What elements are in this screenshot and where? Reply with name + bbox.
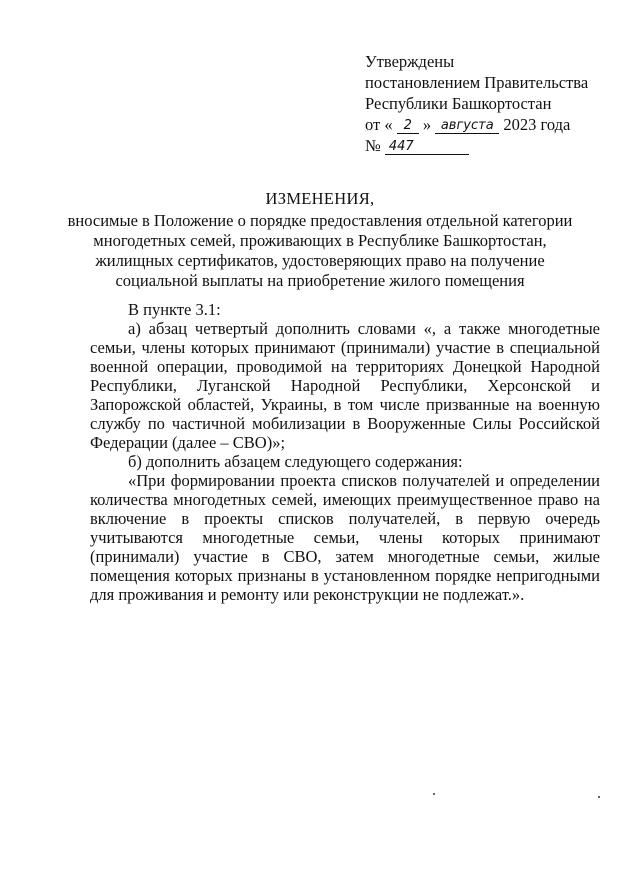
document-title [60, 189, 580, 291]
date-day: 2 [397, 118, 419, 134]
title-subtitle-line-4: социальной выплаты на приобретение жилого помещения [115, 271, 525, 290]
scan-speck [598, 796, 600, 798]
approval-line-2: постановлением Правительства [365, 73, 589, 92]
title-subtitle-line-3: жилищных сертификатов, удостоверяющих право на получение [95, 251, 545, 270]
scan-speck [433, 793, 435, 795]
paragraph-intro: В пункте 3.1: [128, 300, 221, 319]
title-subtitle-line-1: вносимые в Положение о порядке предоставления отдельной категории [67, 211, 573, 230]
date-prefix: от « [365, 115, 393, 134]
paragraph-a: а) абзац четвертый дополнить словами «, а также многодетные семьи, члены которых принимают (принимали) участие в специальной военной операции, проводимой на территориях Донецкой Народной Республики, Луганской Народной Республики, Херсонской и Запорожской областей, Украины, в том числе призванные на военную службу по частичной мобилизации в Вооруженные Силы Российской Федерации (далее – СВО)»; [90, 319, 600, 452]
title-heading: ИЗМЕНЕНИЯ, [265, 189, 375, 208]
title-subtitle-line-2: многодетных семей, проживающих в Республике Башкортостан, [93, 231, 547, 250]
document-body [90, 300, 600, 604]
paragraph-b: б) дополнить абзацем следующего содержания: [128, 452, 463, 471]
approval-stamp-block [365, 51, 588, 156]
approval-date-line [365, 114, 588, 135]
number-prefix: № [365, 136, 381, 155]
approval-line-3: Республики Башкортостан [365, 94, 552, 113]
date-mid: » [422, 115, 432, 134]
approval-line-1: Утверждены [365, 52, 455, 71]
document-number: 447 [385, 139, 469, 155]
date-month: августа [435, 118, 499, 134]
approval-number-line [365, 135, 588, 156]
paragraph-quote: «При формировании проекта списков получателей и определении количества многодетных семей, имеющих преимущественное право на включение в проекты списков получателей, в первую очередь учитываются многодетные семьи, члены которых принимают (принимали) участие в СВО, затем многодетные семьи, жилые помещения которых признаны в установленном порядке непригодными для проживания и ремонту или реконструкции не подлежат.». [90, 471, 600, 604]
date-year: 2023 года [503, 115, 571, 134]
